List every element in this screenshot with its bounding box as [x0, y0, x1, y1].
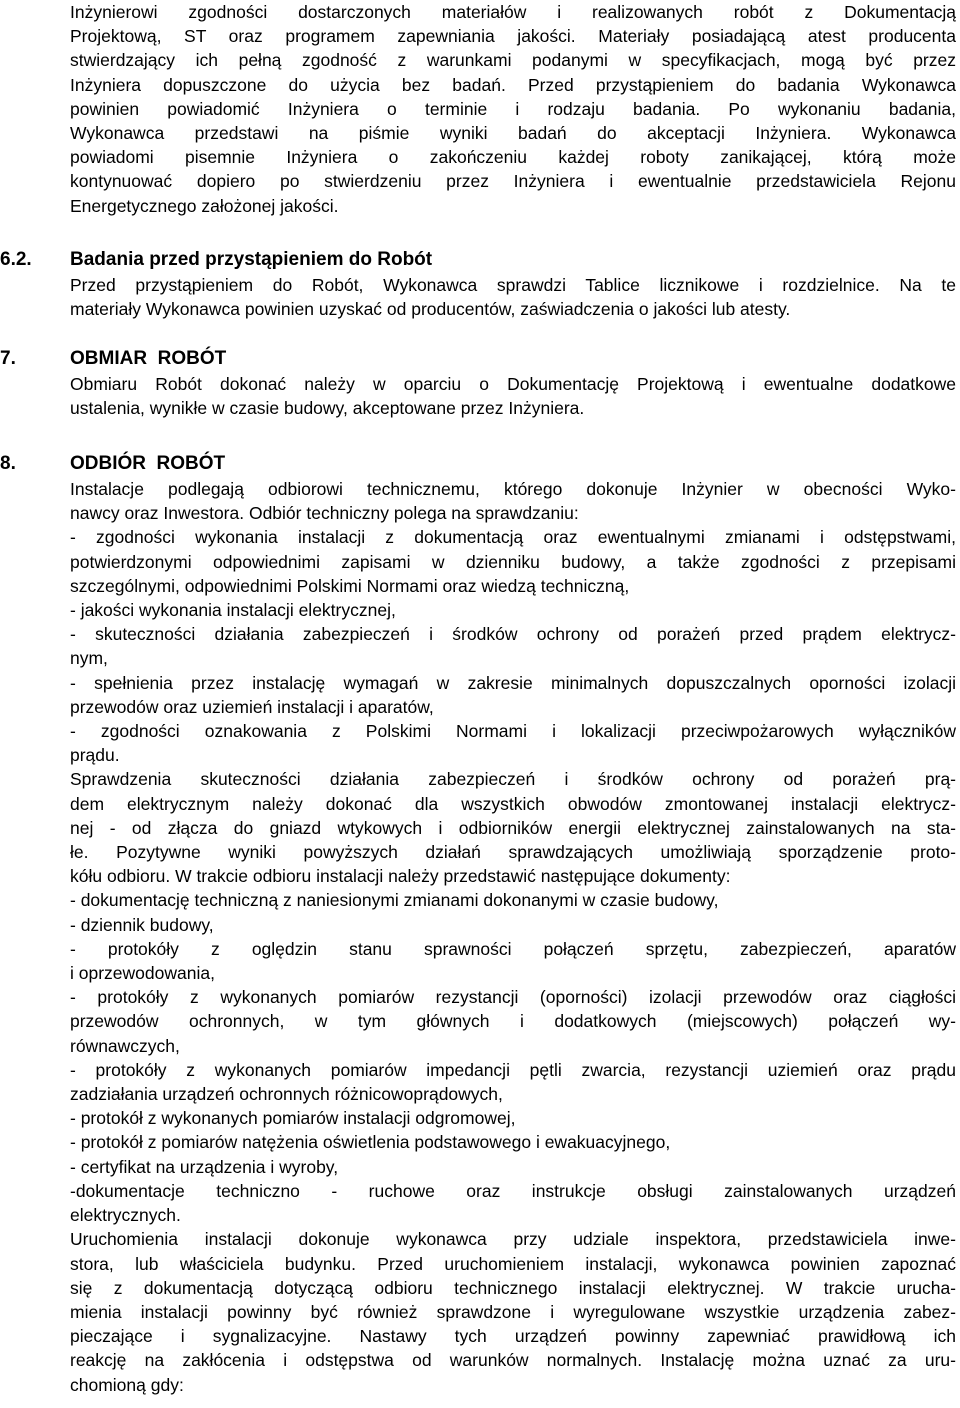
text-line: mienia instalacji powinny być również sprawdzone i wyregulowane wszystkie urządzenia zabez-: [70, 1301, 956, 1322]
section-number: 6.2.: [0, 249, 32, 270]
text-line: Uruchomienia instalacji dokonuje wykonawca przy udziale inspektora, przedstawiciela inwe-: [70, 1229, 956, 1250]
text-line: łe. Pozytywne wyniki powyższych działań sprawdzających umożliwiają sporządzenie proto-: [70, 842, 956, 863]
text-line: stora, lub właściciela budynku. Przed uruchomieniem instalacji, wykonawca powinien zapoznać: [70, 1253, 956, 1274]
text-line: szczególnymi, odpowiednimi Polskimi Normami oraz wiedzą techniczną,: [70, 575, 630, 596]
text-line: chomioną gdy:: [70, 1374, 184, 1395]
text-line: równawczych,: [70, 1035, 180, 1056]
text-line: Energetycznego założonej jakości.: [70, 195, 339, 216]
text-line: materiały Wykonawca powinien uzyskać od producentów, zaświadczenia o jakości lub atesty.: [70, 299, 791, 320]
section-heading: [0, 346, 700, 372]
text-line: nej - od złącza do gniazd wtykowych i odbiorników energii elektrycznej zainstalowanych na sta-: [70, 817, 956, 838]
text-line: i oprzewodowania,: [70, 963, 215, 984]
list-item: - skuteczności działania zabezpieczeń i środków ochrony od porażeń przed prądem elektrycz-: [70, 624, 956, 645]
text-line: Inżynierowi zgodności dostarczonych materiałów i realizowanych robót z Dokumentacją: [70, 2, 956, 22]
text-line: pieczające i sygnalizacyjne. Nastawy tych urządzeń powinny zapewniać prawidłową ich: [70, 1326, 956, 1347]
text-line: nym,: [70, 648, 108, 669]
section-heading: [0, 247, 700, 273]
text-line: Inżyniera dopuszczone do użycia bez badań. Przed przystąpieniem do badania Wykonawca: [70, 74, 956, 95]
section-body: [70, 273, 956, 321]
section-heading: [0, 451, 700, 477]
list-item: - spełnienia przez instalację wymagań w zakresie minimalnych dopuszczalnych oporności izolacji: [70, 672, 956, 693]
list-item: - zgodności oznakowania z Polskimi Normami i lokalizacji przeciwpożarowych wyłączników: [70, 721, 956, 742]
text-line: Obmiaru Robót dokonać należy w oparciu o Dokumentację Projektową i ewentualne dodatkowe: [70, 374, 956, 394]
text-line: kółu odbioru. W trakcie odbioru instalacji należy przedstawić następujące dokumenty:: [70, 866, 731, 887]
section-title: ODBIÓR ROBÓT: [70, 453, 226, 474]
list-item: -dokumentacje techniczno - ruchowe oraz instrukcje obsługi zainstalowanych urządzeń: [70, 1180, 956, 1201]
list-item: - protokóły z wykonanych pomiarów rezystancji (oporności) izolacji przewodów oraz ciągłości: [70, 987, 956, 1008]
intro-paragraph: [70, 0, 956, 218]
text-line: Przed przystąpieniem do Robót, Wykonawca sprawdzi Tablice licznikowe i rozdzielnice. Na te: [70, 275, 956, 295]
text-line: elektrycznych.: [70, 1205, 181, 1226]
text-line: dem elektrycznym należy dokonać dla wszystkich obwodów zmontowanej instalacji elektrycz-: [70, 793, 956, 814]
section-title: OBMIAR ROBÓT: [70, 348, 227, 369]
text-line: powinien powiadomić Inżyniera o terminie i rodzaju badania. Po wykonaniu badania,: [70, 98, 956, 119]
list-item: - protokół z wykonanych pomiarów instalacji odgromowej,: [70, 1108, 516, 1129]
text-line: się z dokumentacją dotyczącą odbioru technicznego instalacji elektrycznej. W trakcie urucha-: [70, 1277, 956, 1298]
section-body: [70, 372, 956, 420]
text-line: stwierdzający ich pełną zgodność z warunkami podanymi w specyfikacjach, mogą być przez: [70, 50, 956, 71]
section-title: Badania przed przystąpieniem do Robót: [70, 249, 433, 270]
list-item: - protokół z pomiarów natężenia oświetlenia podstawowego i ewakuacyjnego,: [70, 1132, 671, 1153]
section-number: 7.: [0, 348, 16, 369]
text-line: zadziałania urządzeń ochronnych różnicowoprądowych,: [70, 1084, 503, 1105]
text-line: powiadomi pisemnie Inżyniera o zakończeniu każdej roboty zanikającej, którą może: [70, 147, 956, 168]
list-item: - zgodności wykonania instalacji z dokumentacją oraz ewentualnymi zmianami i odstępstwami,: [70, 527, 956, 548]
text-line: nawcy oraz Inwestora. Odbiór techniczny polega na sprawdzaniu:: [70, 503, 579, 524]
text-line: kontynuować dopiero po stwierdzeniu przez Inżyniera i ewentualnie przedstawiciela Rejonu: [70, 171, 956, 192]
section-body: [70, 477, 956, 1397]
list-item: - jakości wykonania instalacji elektrycznej,: [70, 600, 396, 621]
text-line: Wykonawca przedstawi na piśmie wyniki badań do akceptacji Inżyniera. Wykonawca: [70, 123, 956, 144]
text-line: ustalenia, wynikłe w czasie budowy, akceptowane przez Inżyniera.: [70, 398, 585, 419]
text-line: prądu.: [70, 745, 120, 766]
section-number: 8.: [0, 453, 16, 474]
list-item: - protokóły z wykonanych pomiarów impedancji pętli zwarcia, rezystancji uziemień oraz prądu: [70, 1059, 956, 1080]
list-item: - certyfikat na urządzenia i wyroby,: [70, 1156, 339, 1177]
text-line: potwierdzonymi odpowiednimi zapisami w dzienniku budowy, a także zgodności z przepisami: [70, 551, 956, 572]
list-item: - dziennik budowy,: [70, 914, 214, 935]
text-line: reakcję na zakłócenia i odstępstwa od warunków normalnych. Instalację można uznać za uru-: [70, 1350, 956, 1371]
text-line: Projektową, ST oraz programem zapewniania jakości. Materiały posiadającą atest producenta: [70, 26, 956, 47]
list-item: - protokóły z oględzin stanu sprawności połączeń sprzętu, zabezpieczeń, aparatów: [70, 938, 956, 959]
text-line: przewodów ochronnych, w tym głównych i dodatkowych (miejscowych) połączeń wy-: [70, 1011, 956, 1032]
text-line: Sprawdzenia skuteczności działania zabezpieczeń i środków ochrony od porażeń prą-: [70, 769, 956, 790]
text-line: Instalacje podlegają odbiorowi technicznemu, którego dokonuje Inżynier w obecności Wyko-: [70, 479, 956, 499]
text-line: przewodów oraz uziemień instalacji i aparatów,: [70, 696, 434, 717]
list-item: - dokumentację techniczną z naniesionymi zmianami dokonanymi w czasie budowy,: [70, 890, 719, 911]
